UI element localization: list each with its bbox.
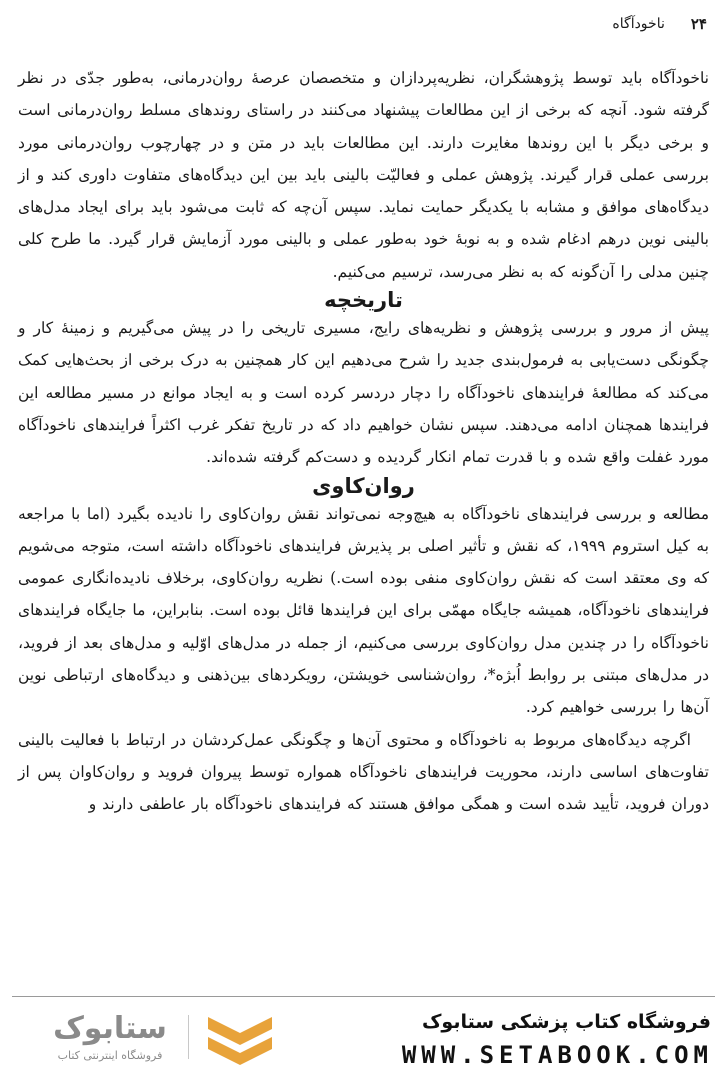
- section-heading-history: تاریخچه: [324, 288, 403, 313]
- running-title: ناخودآگاه: [612, 16, 665, 32]
- setabook-logo-chevron-icon: [200, 1009, 280, 1071]
- logo-wordmark: ستابوک: [53, 1011, 167, 1046]
- store-footer: [0, 997, 727, 1079]
- intro-paragraph: ناخودآگاه باید توسط پژوهشگران، نظریه‌پردازان و متخصصان عرصهٔ روان‌درمانی، به‌طور جدّی در نظر گرفته شود. آنچه که برخی از این مطالعات پیشنهاد می‌کنند در راستای روندهای مسلط روان‌درمانی است و برخی دیگر با این روندها مغایرت دارند. این مطالعات باید در متن و در چهارچوب روان‌درمانی مورد بررسی عملی قرار گیرند. پژوهش عملی و فعالیّت بالینی باید بین این دیدگاه‌های متفاوت داوری کند و از دیدگاه‌های موافق و مشابه با یکدیگر حمایت نماید. سپس آن‌چه که ثابت می‌شود باید برای ایجاد مدل‌های بالینی نوین درهم ادغام شده و به نوبهٔ خود به‌طور عملی و بالینی مورد آزمایش قرار گیرد. ما طرح کلی چنین مدلی را آن‌گونه که به نظر می‌رسد، ترسیم می‌کنیم.: [18, 69, 709, 281]
- page-header: [20, 10, 707, 38]
- store-url-link[interactable]: WWW.SETABOOK.COM: [401, 1041, 713, 1069]
- psychoanalysis-paragraph-2: اگرچه دیدگاه‌های مربوط به ناخودآگاه و محتوی آن‌ها و چگونگی عمل‌کردشان در ارتباط با فعالیت بالینی تفاوت‌های اساسی دارند، محوریت فرایندهای ناخودآگاه همواره توسط پیروان فروید و روان‌کاوان پس از دوران فروید، تأیید شده است و همگی موافق هستند که فرایندهای ناخودآگاه بار عاطفی دارند و: [18, 730, 709, 814]
- section-heading-psychoanalysis: روان‌کاوی: [312, 473, 415, 498]
- logo-tagline: فروشگاه اینترنتی کتاب: [57, 1049, 163, 1062]
- psychoanalysis-paragraph-1: مطالعه و بررسی فرایندهای ناخودآگاه به هیچ‌وجه نمی‌تواند نقش روان‌کاوی را نادیده بگیرد (اما با مراجعه به کیل استروم ۱۹۹۹، که نقش و تأثیر اصلی بر پذیرش فرایندهای ناخودآگاه داشته است، متوجه می‌شویم که وی معتقد است که نقش روان‌کاوی منفی بوده است.) نظریه روان‌کاوی، برخلاف نادیده‌انگاری عمومی فرایندهای ناخودآگاه، همیشه جایگاه مهمّی برای این فرایندها قائل بوده است. بنابراین، ما جایگاه فرایندهای ناخودآگاه را در چندین مدل روان‌کاوی بررسی می‌کنیم، از جمله در مدل‌های اوّلیه و مدل‌های بعد از فروید، در مدل‌های مبتنی بر روابط اُبژه*، روان‌شناسی خویشتن، رویکردهای بین‌ذهنی و دیدگاه‌های ارتباطی نوین آن‌ها را بررسی خواهیم کرد.: [18, 504, 709, 717]
- store-name: فروشگاه کتاب پزشکی ستابوک: [421, 1011, 711, 1033]
- page-body: [18, 62, 709, 821]
- history-paragraph: پیش از مرور و بررسی پژوهش و نظریه‌های رایج، مسیری تاریخی را در پیش می‌گیریم و زمینهٔ کار و چگونگی دست‌یابی به فرمول‌بندی جدید را شرح می‌دهیم این کار همچنین به درک برخی از بحث‌هایی کمک می‌کند که مطالعهٔ فرایندهای ناخودآگاه را دچار دردسر کرده است و به ایجاد موانع در مسیر مطالعه این فرایندها همچنان ادامه می‌دهند. سپس نشان خواهیم داد که در تاریخ تفکر غرب اکثراً فرایندهای ناخودآگاه مورد غفلت واقع شده و با قدرت تمام انکار گردیده و دست‌کم گرفته شده‌اند.: [18, 319, 709, 467]
- setabook-logo: [30, 1011, 190, 1073]
- page-number: ۲۴: [690, 15, 707, 33]
